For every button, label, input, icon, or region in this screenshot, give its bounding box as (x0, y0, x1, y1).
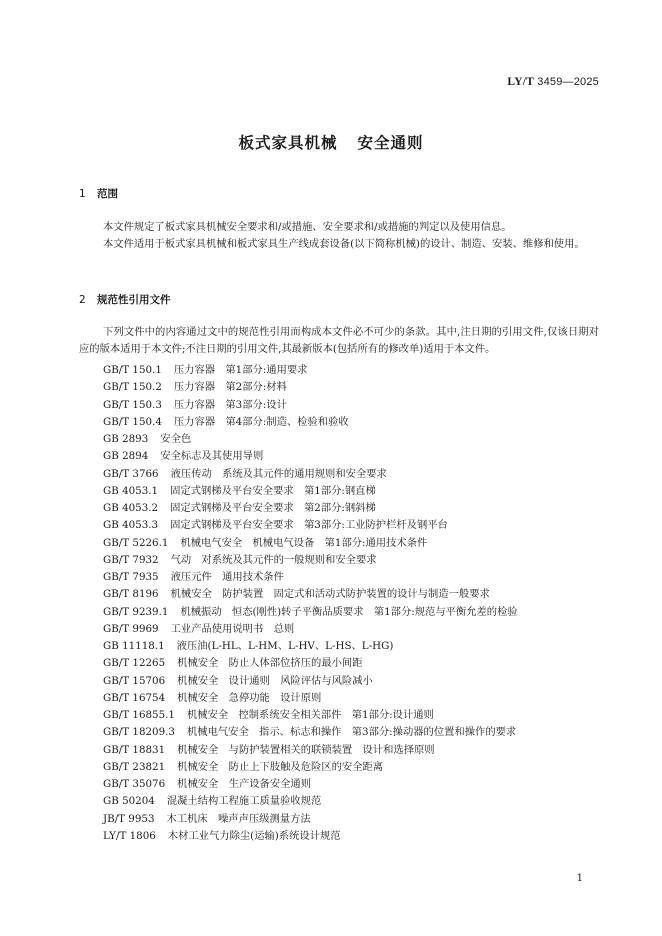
reference-item (103, 397, 603, 414)
reference-title: 安全色 (160, 433, 192, 445)
reference-title: 液压元件 通用技术条件 (170, 571, 284, 583)
reference-code: GB 4053.2 (103, 502, 159, 514)
reference-item (103, 448, 603, 465)
reference-code: GB/T 16754 (103, 691, 166, 704)
section-1-paragraph: 本文件规定了板式家具机械安全要求和/或措施、安全要求和/或措施的判定以及使用信息。 (103, 221, 512, 233)
reference-code: GB/T 150.4 (103, 415, 162, 428)
reference-code: GB/T 12265 (103, 657, 166, 670)
reference-item (103, 500, 603, 517)
reference-code: GB/T 9969 (103, 622, 159, 635)
reference-code: GB/T 150.2 (103, 381, 162, 394)
reference-item (103, 621, 603, 638)
reference-item (103, 759, 603, 776)
reference-code: GB 50204 (103, 795, 155, 808)
reference-title: 机械振动 恒态(刚性)转子平衡品质要求 第1部分:规范与平衡允差的检验 (180, 605, 518, 618)
reference-list (103, 362, 603, 845)
reference-item (103, 724, 603, 741)
reference-item (103, 638, 603, 655)
reference-item (103, 776, 603, 793)
reference-item (103, 466, 603, 483)
reference-item (103, 707, 603, 724)
reference-title: 液压油(L-HL、L-HM、L-HV、L-HS、L-HG) (176, 640, 394, 652)
document-title (0, 131, 662, 153)
reference-item (103, 414, 603, 431)
reference-title: 固定式钢梯及平台安全要求 第3部分:工业防护栏杆及钢平台 (170, 519, 448, 532)
reference-code: GB/T 18831 (103, 743, 166, 756)
section-1-body (79, 219, 599, 253)
reference-item (103, 552, 603, 569)
reference-item (103, 483, 603, 500)
reference-title: 固定式钢梯及平台安全要求 第1部分:钢直梯 (170, 484, 376, 497)
reference-item (103, 811, 603, 828)
section-1-title: 范围 (97, 188, 118, 200)
reference-item (103, 655, 603, 672)
reference-code: GB 4053.3 (103, 519, 159, 532)
reference-code: GB/T 18209.3 (103, 726, 175, 739)
reference-item (103, 828, 603, 845)
standard-code: 3459—2025 (537, 76, 599, 88)
reference-code: GB/T 150.3 (103, 398, 162, 411)
reference-title: 机械安全 防止上下肢触及危险区的安全距离 (177, 760, 384, 773)
reference-code: GB/T 16855.1 (103, 709, 175, 721)
reference-title: 机械安全 生产设备安全通则 (177, 778, 312, 790)
title-part-2: 安全通则 (357, 134, 424, 152)
reference-title: 机械安全 防护装置 固定式和活动式防护装置的设计与制造一般要求 (170, 588, 490, 601)
reference-code: JB/T 9953 (103, 812, 155, 825)
reference-item (103, 431, 603, 448)
reference-code: GB/T 9239.1 (103, 605, 169, 618)
reference-title: 压力容器 第4部分:制造、检验和验收 (173, 415, 349, 428)
reference-item (103, 535, 603, 552)
reference-title: 安全标志及其使用导则 (160, 450, 264, 463)
reference-title: 机械安全 防止人体部位挤压的最小间距 (177, 657, 363, 670)
section-2-heading (79, 292, 171, 307)
reference-code: GB 4053.1 (103, 484, 159, 497)
reference-code: LY/T 1806 (103, 829, 156, 842)
reference-title: 机械安全 急停功能 设计原则 (177, 691, 322, 704)
reference-code: GB/T 7935 (103, 571, 159, 583)
reference-code: GB/T 150.1 (103, 364, 162, 376)
reference-code: GB 2893 (103, 433, 149, 445)
reference-item (103, 362, 603, 379)
reference-code: GB/T 23821 (103, 760, 166, 773)
section-2-intro (79, 324, 599, 358)
reference-title: 气动 对系统及其元件的一般规则和安全要求 (170, 553, 377, 566)
reference-item (103, 742, 603, 759)
standard-number (507, 76, 599, 88)
title-part-1: 板式家具机械 (238, 134, 338, 152)
reference-title: 液压传动 系统及其元件的通用规则和安全要求 (170, 467, 387, 480)
standard-prefix: LY/T (507, 76, 534, 88)
reference-title: 木材工业气力除尘(运输)系统设计规范 (167, 829, 341, 842)
section-1-heading (79, 186, 118, 201)
section-2-number: 2 (79, 294, 86, 306)
reference-title: 压力容器 第3部分:设计 (173, 398, 287, 411)
reference-item (103, 673, 603, 690)
reference-code: GB 2894 (103, 450, 149, 463)
reference-title: 机械安全 与防护装置相关的联锁装置 设计和选择原则 (177, 743, 435, 756)
section-1-number: 1 (79, 188, 86, 200)
reference-item (103, 793, 603, 810)
reference-title: 工业产品使用说明书 总则 (170, 622, 295, 635)
reference-item (103, 569, 603, 586)
reference-code: GB/T 15706 (103, 674, 166, 687)
reference-code: GB 11118.1 (103, 640, 165, 652)
reference-title: 机械安全 设计通则 风险评估与风险减小 (177, 674, 373, 687)
reference-title: 压力容器 第2部分:材料 (173, 381, 287, 394)
page-number: 1 (576, 873, 583, 884)
reference-title: 木工机床 噪声声压级测量方法 (166, 812, 311, 825)
reference-code: GB/T 5226.1 (103, 536, 169, 549)
reference-item (103, 586, 603, 603)
reference-code: GB/T 3766 (103, 467, 159, 480)
reference-code: GB/T 7932 (103, 553, 159, 566)
reference-item (103, 379, 603, 396)
reference-item (103, 604, 603, 621)
reference-title: 压力容器 第1部分:通用要求 (173, 364, 308, 376)
reference-item (103, 517, 603, 534)
section-1-paragraph: 本文件适用于板式家具机械和板式家具生产线成套设备(以下简称机械)的设计、制造、安装、维修和使用。 (103, 238, 585, 250)
section-2-title: 规范性引用文件 (97, 294, 171, 306)
reference-title: 机械电气安全 机械电气设备 第1部分:通用技术条件 (180, 536, 428, 549)
reference-title: 固定式钢梯及平台安全要求 第2部分:钢斜梯 (170, 502, 376, 514)
reference-code: GB/T 8196 (103, 588, 159, 601)
reference-title: 机械安全 控制系统安全相关部件 第1部分:设计通则 (186, 709, 434, 721)
reference-title: 机械电气安全 指示、标志和操作 第3部分:操动器的位置和操作的要求 (186, 726, 517, 739)
reference-code: GB/T 35076 (103, 778, 166, 790)
reference-item (103, 690, 603, 707)
section-2-intro-text: 下列文件中的内容通过文中的规范性引用而构成本文件必不可少的条款。其中,注日期的引用文件,仅该日期对应的版本适用于本文件;不注日期的引用文件,其最新版本(包括所有的修改单)适用于本文件。 (79, 326, 599, 355)
reference-title: 混凝土结构工程施工质量验收规范 (166, 795, 322, 808)
